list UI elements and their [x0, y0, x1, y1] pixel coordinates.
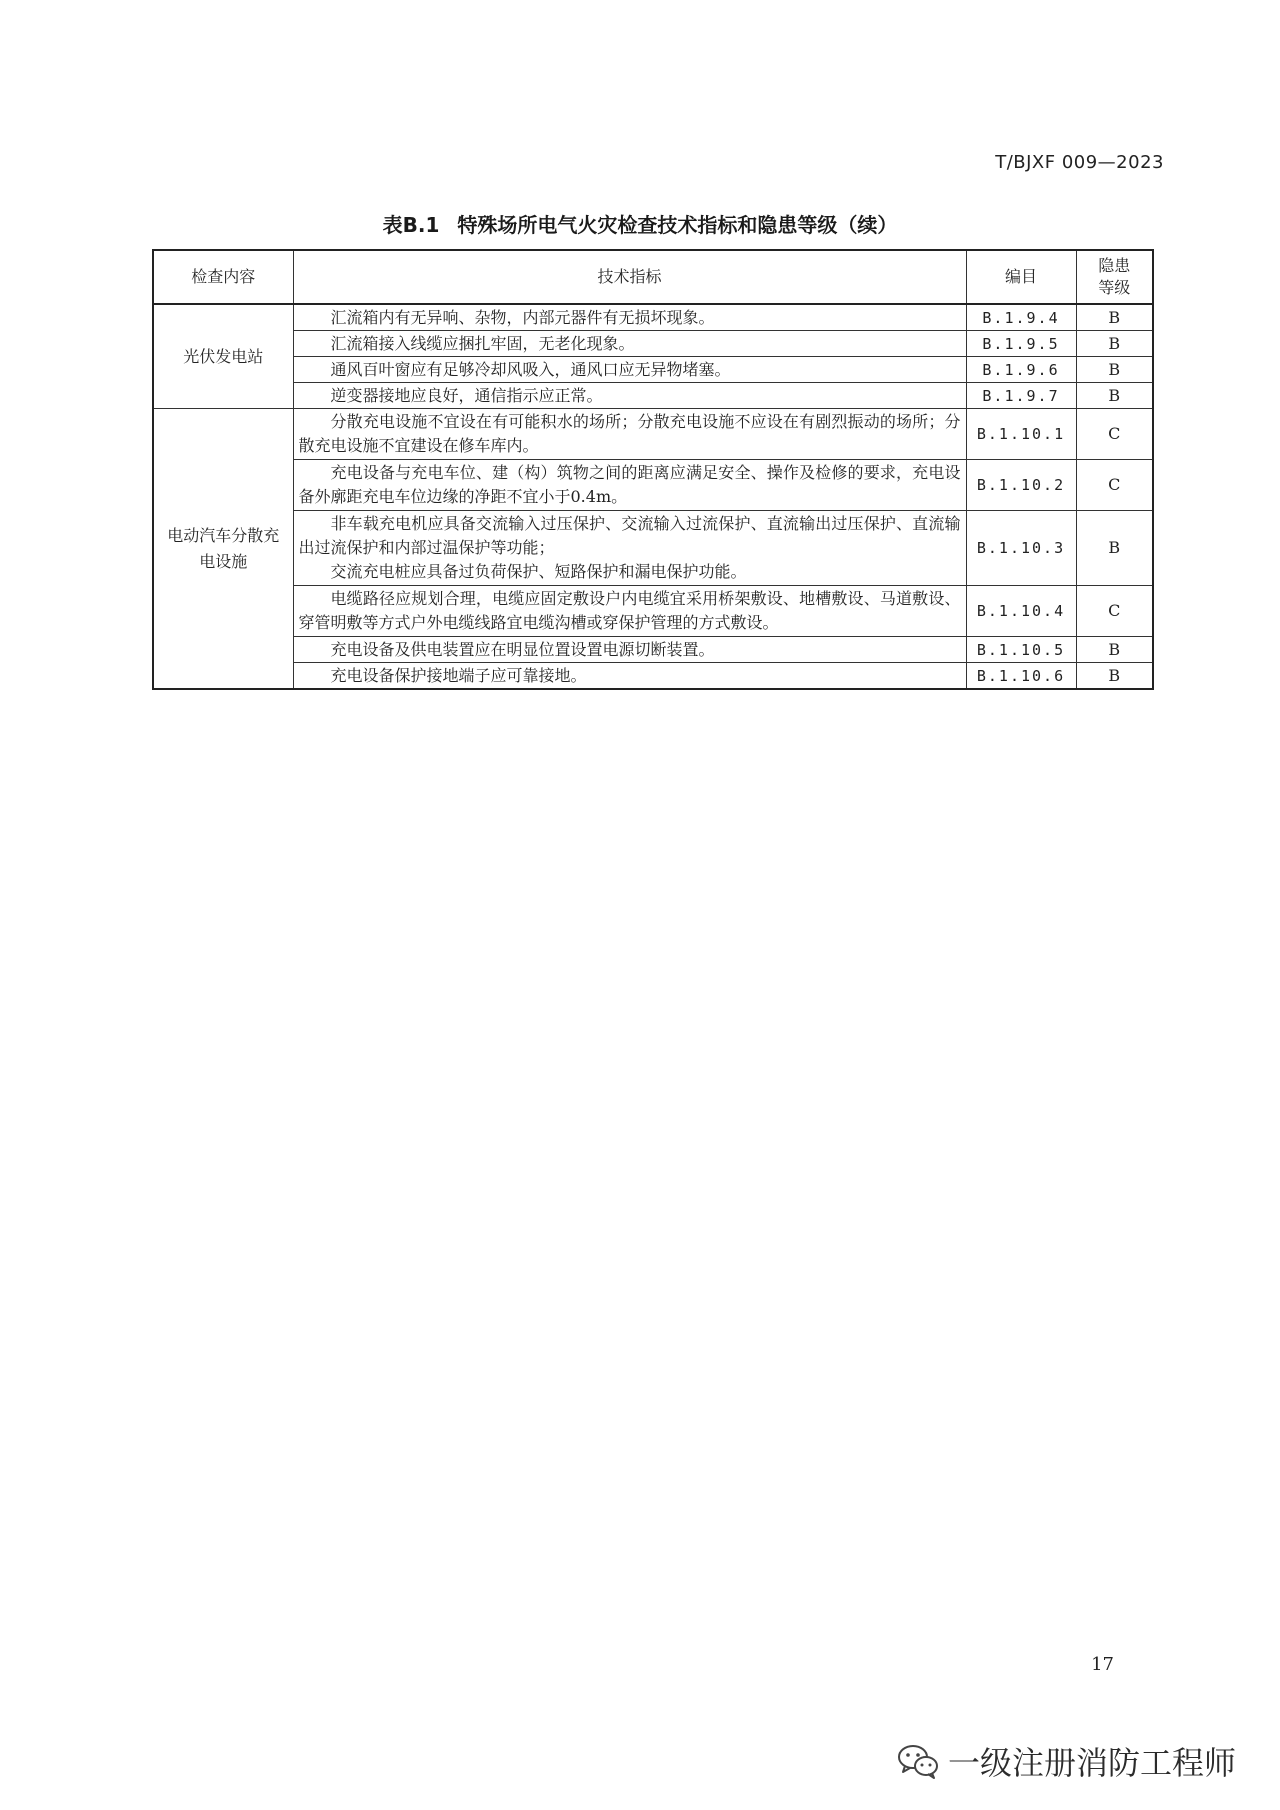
table-row — [153, 383, 1153, 409]
level-cell: C — [1076, 460, 1153, 511]
indicator-cell — [293, 409, 966, 460]
code-cell: B.1.10.3 — [966, 511, 1076, 586]
table-header-row — [153, 250, 1153, 304]
table-row — [153, 637, 1153, 663]
level-cell: B — [1076, 304, 1153, 331]
indicator-cell — [293, 304, 966, 331]
code-cell: B.1.10.4 — [966, 586, 1076, 637]
level-cell: B — [1076, 637, 1153, 663]
document-code: T/BJXF 009—2023 — [995, 152, 1164, 173]
code-cell: B.1.9.7 — [966, 383, 1076, 409]
code-cell: B.1.9.5 — [966, 331, 1076, 357]
table-title — [0, 209, 1280, 238]
watermark — [896, 1738, 1236, 1784]
indicator-cell — [293, 637, 966, 663]
indicator-text: 充电设备与充电车位、建（构）筑物之间的距离应满足安全、操作及检修的要求，充电设备外廓距充电车位边缘的净距不宜小于0.4m。 — [298, 463, 961, 506]
header-indicator: 技术指标 — [293, 250, 966, 304]
header-level — [1076, 250, 1153, 304]
code-cell: B.1.9.4 — [966, 304, 1076, 331]
indicator-text: 充电设备保护接地端子应可靠接地。 — [330, 665, 587, 685]
indicator-cell — [293, 586, 966, 637]
table-title-text: 特殊场所电气火灾检查技术指标和隐患等级（续） — [457, 213, 898, 237]
category-line2: 电设施 — [199, 551, 248, 571]
indicator-cell — [293, 383, 966, 409]
indicator-text: 汇流箱接入线缆应捆扎牢固，无老化现象。 — [330, 333, 635, 353]
code-cell: B.1.10.1 — [966, 409, 1076, 460]
level-cell: B — [1076, 383, 1153, 409]
page-number: 17 — [1091, 1654, 1114, 1675]
indicator-text: 逆变器接地应良好，通信指示应正常。 — [330, 385, 603, 405]
indicator-text: 分散充电设施不宜设在有可能积水的场所；分散充电设施不应设在有剧烈振动的场所；分散充电设施不宜建设在修车库内。 — [298, 412, 961, 455]
indicator-cell — [293, 511, 966, 586]
code-cell: B.1.10.6 — [966, 663, 1076, 690]
table-row — [153, 663, 1153, 690]
level-cell: B — [1076, 357, 1153, 383]
indicator-cell — [293, 357, 966, 383]
indicator-text: 通风百叶窗应有足够冷却风吸入，通风口应无异物堵塞。 — [330, 359, 731, 379]
indicator-cell — [293, 460, 966, 511]
watermark-text: 一级注册消防工程师 — [947, 1744, 1236, 1782]
level-cell: B — [1076, 663, 1153, 690]
indicator-text: 电缆路径应规划合理，电缆应固定敷设户内电缆宜采用桥架敷设、地槽敷设、马道敷设、穿管明敷等方式户外电缆线路宜电缆沟槽或穿保护管理的方式敷设。 — [298, 589, 961, 632]
category-line1: 电动汽车分散充 — [167, 525, 280, 545]
indicator-text: 交流充电桩应具备过负荷保护、短路保护和漏电保护功能。 — [330, 562, 747, 581]
header-level-line2: 等级 — [1098, 278, 1131, 297]
indicator-cell — [293, 663, 966, 690]
indicator-text: 非车载充电机应具备交流输入过压保护、交流输入过流保护、直流输出过压保护、直流输出过流保护和内部过温保护等功能； — [298, 514, 961, 557]
wechat-icon — [896, 1742, 940, 1780]
level-cell: B — [1076, 331, 1153, 357]
code-cell: B.1.9.6 — [966, 357, 1076, 383]
header-level-line1: 隐患 — [1098, 256, 1131, 275]
header-code: 编目 — [966, 250, 1076, 304]
table-row — [153, 357, 1153, 383]
table-row — [153, 460, 1153, 511]
level-cell: C — [1076, 409, 1153, 460]
code-cell: B.1.10.5 — [966, 637, 1076, 663]
table-row — [153, 511, 1153, 586]
category-cell — [153, 409, 293, 690]
table-row — [153, 304, 1153, 331]
table-row — [153, 409, 1153, 460]
inspection-table — [152, 249, 1154, 690]
category-cell: 光伏发电站 — [153, 304, 293, 409]
indicator-cell — [293, 331, 966, 357]
level-cell: C — [1076, 586, 1153, 637]
level-cell: B — [1076, 511, 1153, 586]
table-row — [153, 331, 1153, 357]
indicator-text: 充电设备及供电装置应在明显位置设置电源切断装置。 — [330, 639, 715, 659]
header-category: 检查内容 — [153, 250, 293, 304]
code-cell: B.1.10.2 — [966, 460, 1076, 511]
table-title-number: 表B.1 — [382, 213, 440, 237]
table-row — [153, 586, 1153, 637]
indicator-text: 汇流箱内有无异响、杂物，内部元器件有无损坏现象。 — [330, 307, 715, 327]
